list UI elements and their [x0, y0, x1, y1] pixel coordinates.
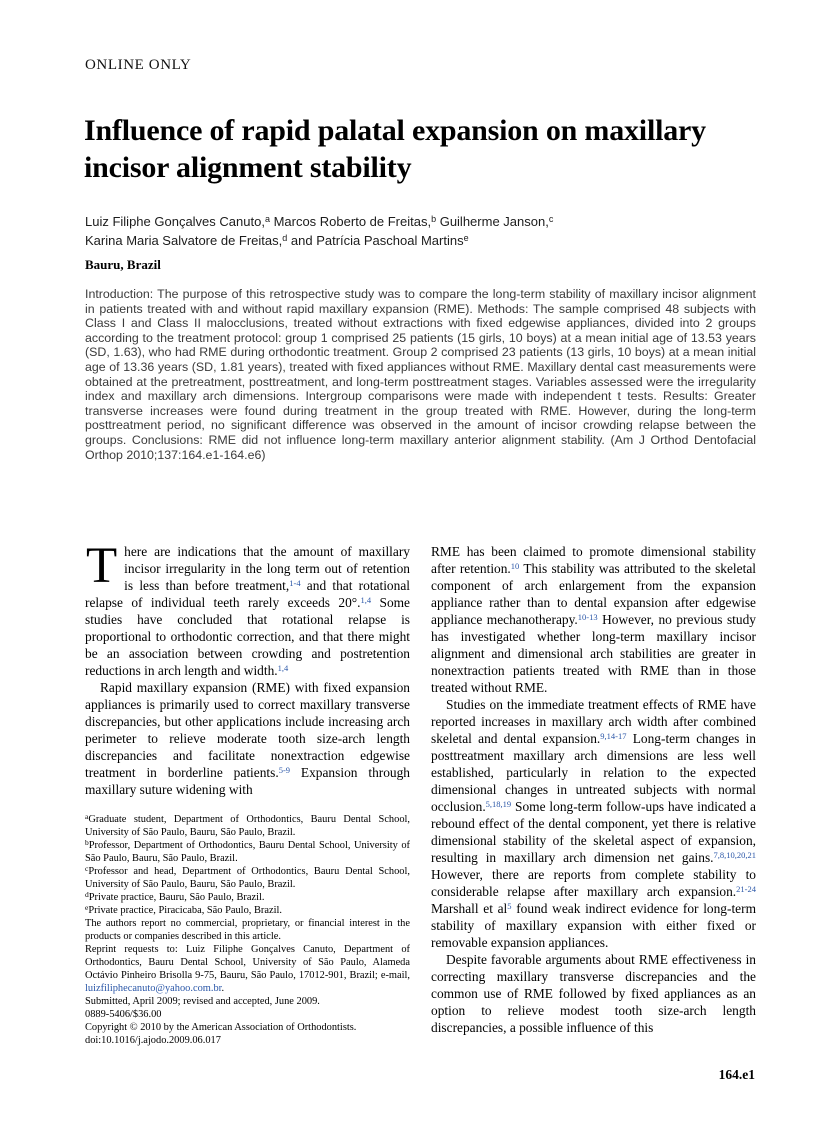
footnote: Copyright © 2010 by the American Association of Orthodontists.: [85, 1022, 357, 1033]
reference-superscript: 1,4: [360, 595, 372, 606]
reference-superscript: 21-24: [736, 884, 756, 895]
paragraph-text: here are indications that the amount of maxillary incisor irregularity in the long term out of retention is less than before treatment,$^{1-4}$ and that rotational relapse of individual teeth rarely exceeds 20°.$^{1,4}$ Some studies have concluded that rotational relapse is proportional to orthodontic correction, and that there might be an association between crowding and postretention reductions in arch length and width.$^{1,4}$: [85, 544, 410, 678]
right-column: [431, 543, 756, 1047]
reference-superscript: 10-13: [577, 612, 598, 623]
body-paragraph-2: Rapid maxillary expansion (RME) with fixed expansion appliances is primarily used to correct maxillary transverse discrepancies, but other applications include increasing arch perimeter to relieve moderate tooth size-arch length discrepancies and facilitate nonextraction edgewise treatment in borderline patients.$^{5-9}$ Expansion through maxillary suture widening with: [85, 680, 411, 797]
reference-superscript: 5-9: [278, 765, 291, 776]
reference-superscript: b: [431, 213, 437, 224]
body-paragraph-5: Despite favorable arguments about RME effectiveness in correcting maxillary transverse discrepancies and the common use of RME followed by fixed appliances as an option to relieve modest tooth size-arch length discrepancies, a possible influence of this: [431, 952, 756, 1035]
footnote: 0889-5406/$36.00: [85, 1009, 162, 1020]
footnote: Reprint requests to: Luiz Filiphe Gonçalves Canuto, Department of Orthodontics, Bauru Dental School, University of São Paulo, Alameda Octávio Pinheiro Brisolla 9-75, Bauru, São Paulo, 17012-901, Brazil; e-mail, luizfiliphecanuto@yahoo.com.br.: [85, 944, 410, 994]
email-link[interactable]: luizfiliphecanuto@yahoo.com.br: [85, 983, 222, 994]
reference-superscript: a: [85, 811, 89, 821]
footnote: The authors report no commercial, proprietary, or financial interest in the products or companies described in this article.: [85, 918, 410, 942]
reference-superscript: d: [282, 232, 288, 243]
footnote: $^e$Private practice, Piracicaba, São Paulo, Brazil.: [85, 902, 282, 916]
reference-superscript: 5: [507, 901, 512, 912]
reference-superscript: 10: [510, 561, 520, 572]
author-location: Bauru, Brazil: [85, 257, 161, 272]
reference-superscript: 9,14-17: [600, 731, 627, 742]
author-line-1: Luiz Filiphe Gonçalves Canuto,$^a$ Marcos Roberto de Freitas,$^b$ Guilherme Janson,$^c$: [85, 213, 554, 229]
reference-superscript: 1-4: [289, 578, 301, 589]
footnote: $^c$Professor and head, Department of Orthodontics, Bauru Dental School, University of São Paulo, Bauru, São Paulo, Brazil.: [85, 863, 410, 890]
footnote: $^b$Professor, Department of Orthodontics, Bauru Dental School, University of São Paulo, Bauru, São Paulo, Brazil.: [85, 837, 410, 864]
article-title: Influence of rapid palatal expansion on maxillary incisor alignment stability: [84, 114, 706, 184]
reference-superscript: 7,8,10,20,21: [713, 850, 756, 861]
page-number: 164.e1: [718, 1067, 755, 1082]
author-list: [85, 212, 756, 274]
footnote: Submitted, April 2009; revised and accepted, June 2009.: [85, 996, 320, 1007]
body-paragraph-1: [85, 538, 410, 679]
left-column: [85, 538, 411, 1047]
reference-superscript: e: [463, 232, 469, 243]
abstract: Introduction: The purpose of this retrospective study was to compare the long-term stability of maxillary incisor alignment in patients treated with and without rapid maxillary expansion (RME). Methods: The sample comprised 48 subjects with Class I and Class II malocclusions, treated without extractions with fixed edgewise appliances, divided into 2 groups according to the treatment protocol: group 1 comprised 25 patients (15 girls, 10 boys) at a mean initial age of 13.53 years (SD, 1.63), who had RME during orthodontic treatment. Group 2 comprised 23 patients (13 girls, 10 boys) at a mean initial age of 13.36 years (SD, 1.81 years), treated with fixed appliances without RME. Maxillary dental cast measurements were obtained at the pretreatment, posttreatment, and long-term posttreatment stages. Variables assessed were the irregularity index and maxillary arch dimensions. Intergroup comparisons were made with independent t tests. Results: Greater transverse increases were found during treatment in the group treated with RME. However, during the long-term posttreatment period, no significant difference was observed in the amount of incisor crowding relapse between the groups. Conclusions: RME did not influence long-term maxillary anterior alignment stability. (Am J Orthod Dentofacial Orthop 2010;137:164.e1-164.e6): [85, 287, 756, 462]
reference-superscript: c: [548, 213, 554, 224]
reference-superscript: 5,18,19: [485, 799, 512, 810]
body-paragraph-3: RME has been claimed to promote dimensional stability after retention.$^{10}$ This stability was attributed to the skeletal component of arch enlargement from the expansion appliance rather than to dental expansion after edgewise appliance mechanotherapy.$^{10-13}$ However, no previous study has investigated whether long-term maxillary incisor alignment and dimensional arch stabilities are greater in nonextraction patients treated with RME than in those treated without RME.: [431, 544, 756, 695]
footnote: $^a$Graduate student, Department of Orthodontics, Bauru Dental School, University of São Paulo, Bauru, São Paulo, Brazil.: [85, 811, 410, 838]
reference-superscript: 1,4: [277, 663, 289, 674]
reference-superscript: d: [85, 889, 89, 899]
reference-superscript: b: [85, 837, 89, 847]
reference-superscript: a: [264, 213, 270, 224]
author-line-2: Karina Maria Salvatore de Freitas,$^d$ and Patrícia Paschoal Martins$^e$: [85, 232, 469, 248]
body-paragraph-4: Studies on the immediate treatment effects of RME have reported increases in maxillary arch width after combined skeletal and dental expansion.$^{9,14-17}$ Long-term changes in posttreatment maxillary arch dimensions are less well established, particularly in relation to the expected dimensional changes in untreated subjects with normal occlusion.$^{5,18,19}$ Some long-term follow-ups have indicated a rebound effect of the dental component, yet there is relative dimensional stability of the skeletal aspect of expansion, resulting in maxillary arch dimension net gains.$^{7,8,10,20,21}$ However, there are reports from complete stability to considerable relapse after maxillary arch expansion.$^{21-24}$ Marshall et al$^5$ found weak indirect evidence for long-term stability of maxillary expansion with either fixed or removable expansion appliances.: [431, 697, 757, 950]
drop-cap: T: [86, 538, 118, 594]
body-columns: [85, 538, 757, 1047]
online-only-label: ONLINE ONLY: [85, 57, 192, 73]
footnote: $^d$Private practice, Bauru, São Paulo, Brazil.: [85, 889, 265, 903]
footnote: doi:10.1016/j.ajodo.2009.06.017: [85, 1035, 221, 1046]
footnote-block: [85, 813, 410, 1047]
reference-superscript: e: [85, 902, 89, 912]
reference-superscript: c: [85, 863, 89, 873]
